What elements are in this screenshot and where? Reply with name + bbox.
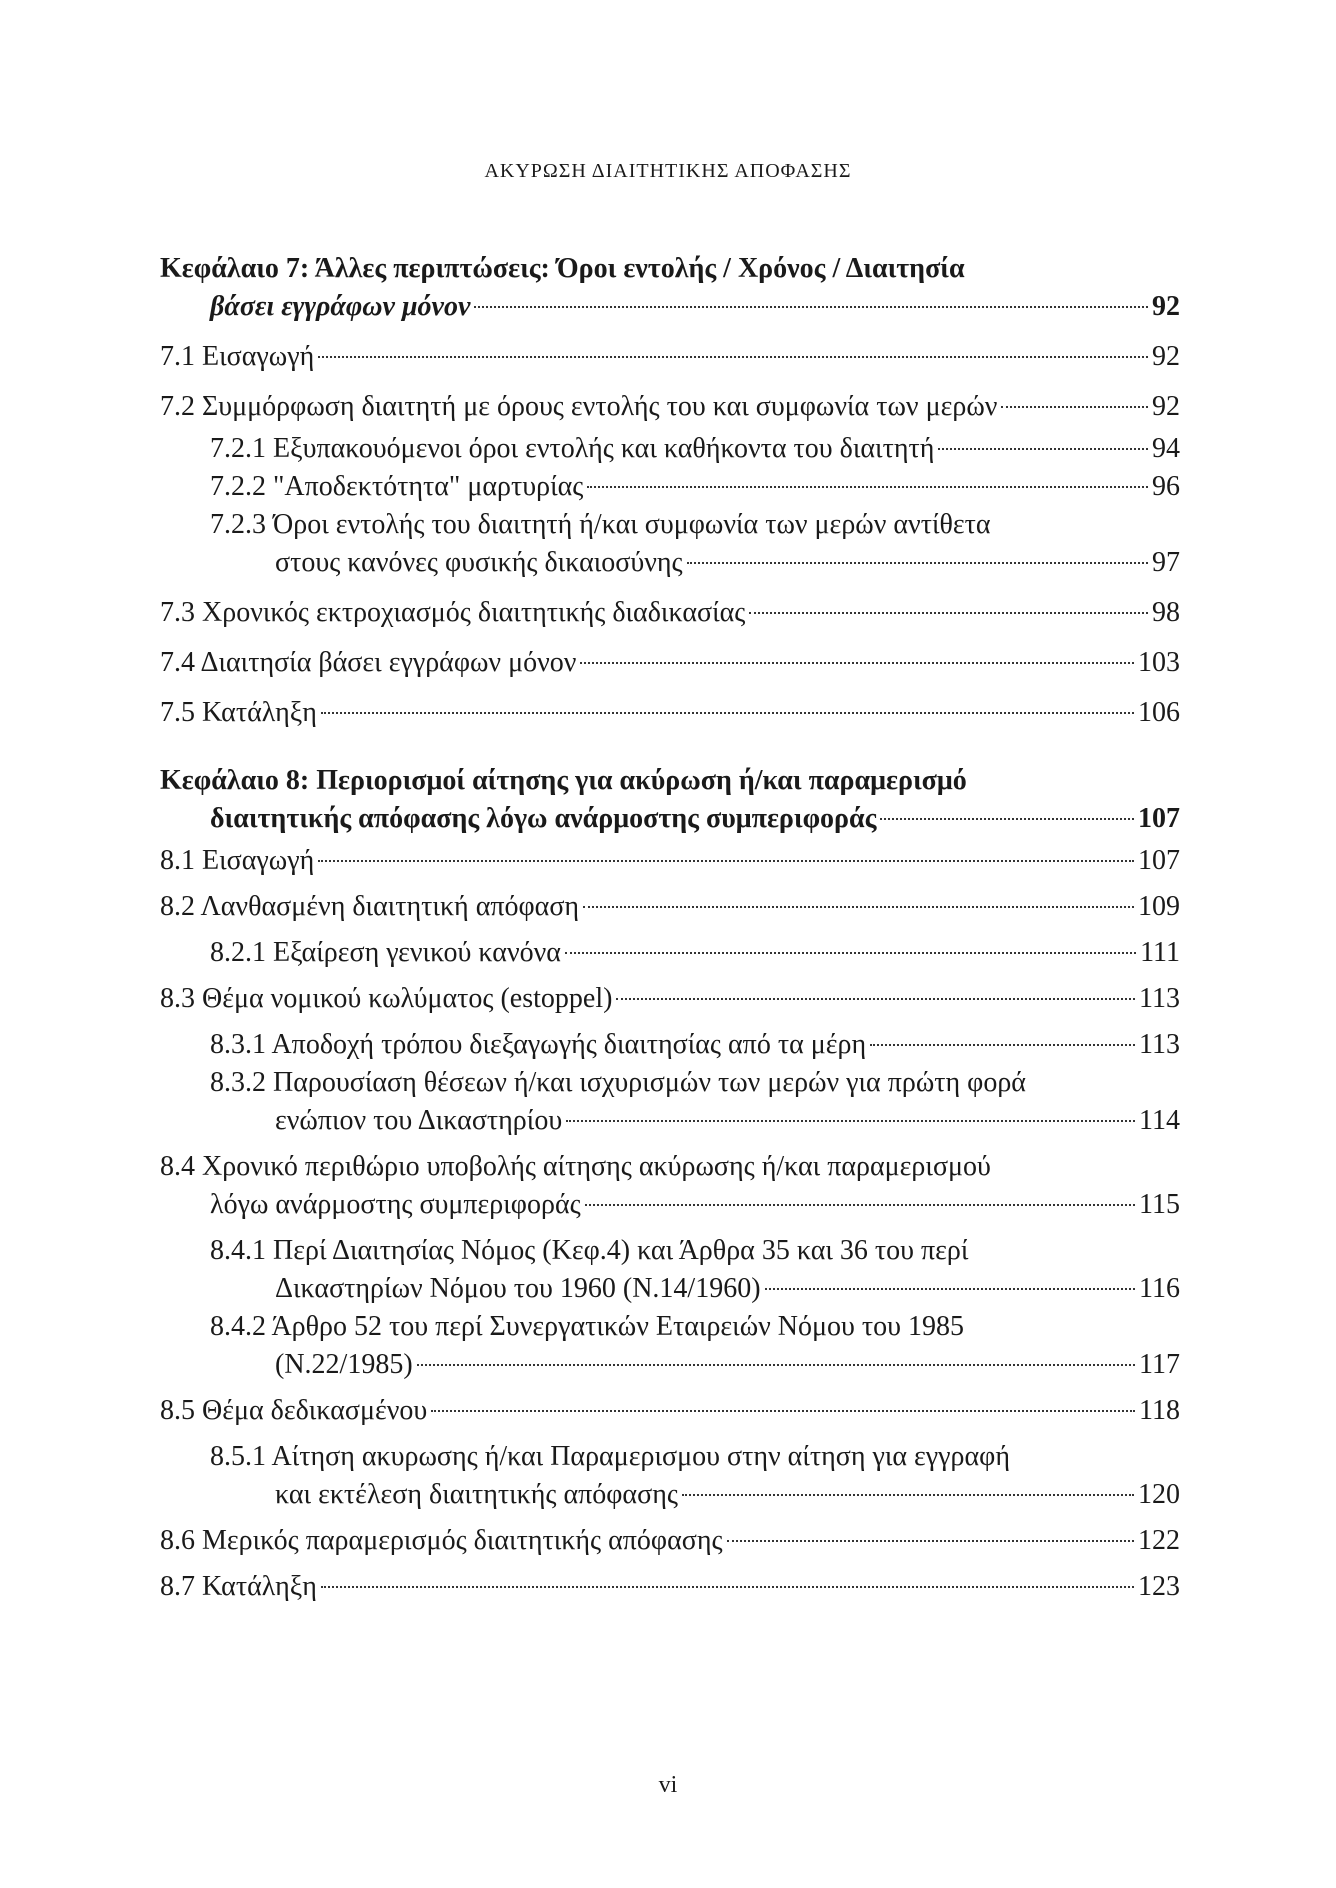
- toc-entry-8-6: [160, 1522, 1180, 1560]
- toc-entry-7-1: [160, 338, 1180, 376]
- toc-entry-7-2-2: [160, 468, 1180, 506]
- toc-entry-label: 7.1 Εισαγωγή: [160, 341, 315, 372]
- toc-entry-label: 7.4 Διαιτησία βάσει εγγράφων μόνον: [160, 647, 577, 678]
- toc-entry-8-5-1-line-1: 8.5.1 Αίτηση ακυρωσης ή/και Παραμερισμου στην αίτηση για εγγραφή: [210, 1441, 1010, 1472]
- toc-entry-page: 109: [1138, 891, 1180, 922]
- toc-entry-page: 96: [1152, 471, 1180, 502]
- dot-leader: [687, 562, 1148, 564]
- dot-leader: [583, 906, 1134, 908]
- toc-entry-page: 115: [1139, 1189, 1180, 1220]
- toc-entry-7-2-1: [160, 430, 1180, 468]
- toc-entry-8-7: [160, 1568, 1180, 1606]
- dot-leader: [870, 1044, 1135, 1046]
- toc-entry-7-2: [160, 388, 1180, 426]
- toc-entry-8-5-1: [160, 1476, 1180, 1514]
- toc-entry-page: 97: [1152, 547, 1180, 578]
- toc-entry-label: και εκτέλεση διαιτητικής απόφασης: [275, 1479, 678, 1510]
- toc-entry-8-3-1: [160, 1026, 1180, 1064]
- dot-leader: [682, 1494, 1134, 1496]
- dot-leader: [749, 612, 1148, 614]
- dot-leader: [880, 818, 1134, 820]
- toc-entry-label: 7.3 Χρονικός εκτροχιασμός διαιτητικής διαδικασίας: [160, 597, 746, 628]
- dot-leader: [417, 1364, 1135, 1366]
- toc-entry-page: 111: [1140, 937, 1180, 968]
- toc-entry-8-4: [160, 1186, 1180, 1224]
- toc-entry-7-4: [160, 644, 1180, 682]
- dot-leader: [474, 306, 1148, 308]
- dot-leader: [431, 1410, 1135, 1412]
- toc-entry-page: 113: [1139, 983, 1180, 1014]
- toc-entry-page: 107: [1138, 845, 1180, 876]
- toc-entry-label: 7.2.1 Εξυπακουόμενοι όροι εντολής και καθήκοντα του διαιτητή: [210, 433, 935, 464]
- toc-entry-7-2-3: [160, 544, 1180, 582]
- dot-leader: [565, 952, 1136, 954]
- toc-entry-page: 123: [1138, 1571, 1180, 1602]
- toc-entry-8-2: [160, 888, 1180, 926]
- toc-entry-page: 92: [1152, 341, 1180, 372]
- toc-entry-label: 7.5 Κατάληξη: [160, 697, 317, 728]
- dot-leader: [580, 662, 1134, 664]
- dot-leader: [566, 1120, 1135, 1122]
- chapter-8-title-line-2-row: [160, 800, 1180, 838]
- toc-entry-label: 8.3 Θέμα νομικού κωλύματος (estoppel): [160, 983, 613, 1014]
- toc-entry-8-1: [160, 842, 1180, 880]
- toc-entry-page: 118: [1139, 1395, 1180, 1426]
- toc-entry-8-3-2-line-1: 8.3.2 Παρουσίαση θέσεων ή/και ισχυρισμών των μερών για πρώτη φορά: [210, 1067, 1026, 1098]
- dot-leader: [321, 712, 1134, 714]
- toc-entry-label: 8.2.1 Εξαίρεση γενικού κανόνα: [210, 937, 561, 968]
- toc-entry-label: 8.6 Μερικός παραμερισμός διαιτητικής απόφασης: [160, 1525, 723, 1556]
- toc-entry-8-2-1: [160, 934, 1180, 972]
- toc-entry-label: 8.5 Θέμα δεδικασμένου: [160, 1395, 428, 1426]
- toc-entry-8-4-2-line-1: 8.4.2 Άρθρο 52 του περί Συνεργατικών Εταιρειών Νόμου του 1985: [210, 1311, 965, 1342]
- toc-entry-7-3: [160, 594, 1180, 632]
- table-of-contents: [160, 250, 1180, 1606]
- toc-entry-8-4-1: [160, 1270, 1180, 1308]
- chapter-7-title-line-2: βάσει εγγράφων μόνον: [210, 291, 471, 322]
- running-head: ΑΚΥΡΩΣΗ ΔΙΑΙΤΗΤΙΚΗΣ ΑΠΟΦΑΣΗΣ: [484, 160, 852, 182]
- toc-entry-page: 113: [1139, 1029, 1180, 1060]
- toc-entry-8-5: [160, 1392, 1180, 1430]
- toc-entry-label: ενώπιον του Δικαστηρίου: [275, 1105, 563, 1136]
- toc-entry-7-2-3-line-1: 7.2.3 Όροι εντολής του διαιτητή ή/και συμφωνία των μερών αντίθετα: [210, 509, 991, 540]
- toc-entry-8-3-2: [160, 1102, 1180, 1140]
- toc-entry-page: 98: [1152, 597, 1180, 628]
- toc-entry-page: 114: [1139, 1105, 1180, 1136]
- toc-entry-8-4-2: [160, 1346, 1180, 1384]
- chapter-8-page: 107: [1138, 803, 1180, 834]
- toc-entry-page: 92: [1152, 391, 1180, 422]
- toc-entry-label: 7.2 Συμμόρφωση διαιτητή με όρους εντολής του και συμφωνία των μερών: [160, 391, 998, 422]
- toc-entry-label: στους κανόνες φυσικής δικαιοσύνης: [275, 547, 683, 578]
- page-number: vi: [658, 1772, 678, 1798]
- chapter-8-title-line-1: Κεφάλαιο 8: Περιορισμοί αίτησης για ακύρωση ή/και παραμερισμό: [160, 765, 967, 796]
- dot-leader: [1001, 406, 1148, 408]
- toc-entry-label: 8.1 Εισαγωγή: [160, 845, 315, 876]
- toc-entry-8-4-line-1: 8.4 Χρονικό περιθώριο υποβολής αίτησης ακύρωσης ή/και παραμερισμού: [160, 1151, 991, 1182]
- dot-leader: [727, 1540, 1134, 1542]
- toc-entry-label: (Ν.22/1985): [275, 1349, 413, 1380]
- toc-entry-8-3: [160, 980, 1180, 1018]
- dot-leader: [585, 1204, 1135, 1206]
- toc-entry-page: 116: [1139, 1273, 1180, 1304]
- dot-leader: [616, 998, 1135, 1000]
- toc-entry-page: 122: [1138, 1525, 1180, 1556]
- toc-entry-label: 7.2.2 "Αποδεκτότητα" μαρτυρίας: [210, 471, 584, 502]
- toc-entry-label: λόγω ανάρμοστης συμπεριφοράς: [210, 1189, 581, 1220]
- toc-entry-page: 103: [1138, 647, 1180, 678]
- dot-leader: [318, 356, 1148, 358]
- chapter-7-title-line-2-row: [160, 288, 1180, 326]
- toc-chapter-8: [160, 762, 1180, 838]
- toc-entry-label: Δικαστηρίων Νόμου του 1960 (Ν.14/1960): [275, 1273, 761, 1304]
- dot-leader: [321, 1586, 1134, 1588]
- chapter-8-title-line-2: διαιτητικής απόφασης λόγω ανάρμοστης συμπεριφοράς: [210, 803, 877, 834]
- toc-entry-page: 94: [1152, 433, 1180, 464]
- dot-leader: [587, 486, 1148, 488]
- toc-entry-label: 8.7 Κατάληξη: [160, 1571, 317, 1602]
- toc-entry-7-5: [160, 694, 1180, 732]
- chapter-7-title-line-1: Κεφάλαιο 7: Άλλες περιπτώσεις: Όροι εντολής / Χρόνος / Διαιτησία: [160, 253, 965, 284]
- toc-chapter-7: [160, 250, 1180, 326]
- toc-entry-label: 8.2 Λανθασμένη διαιτητική απόφαση: [160, 891, 580, 922]
- toc-entry-page: 120: [1138, 1479, 1180, 1510]
- dot-leader: [765, 1288, 1136, 1290]
- dot-leader: [938, 448, 1148, 450]
- toc-entry-page: 106: [1138, 697, 1180, 728]
- chapter-7-page: 92: [1152, 291, 1180, 322]
- dot-leader: [318, 860, 1134, 862]
- toc-entry-page: 117: [1139, 1349, 1180, 1380]
- toc-entry-label: 8.3.1 Αποδοχή τρόπου διεξαγωγής διαιτησίας από τα μέρη: [210, 1029, 867, 1060]
- toc-entry-8-4-1-line-1: 8.4.1 Περί Διαιτησίας Νόμος (Κεφ.4) και Άρθρα 35 και 36 του περί: [210, 1235, 969, 1266]
